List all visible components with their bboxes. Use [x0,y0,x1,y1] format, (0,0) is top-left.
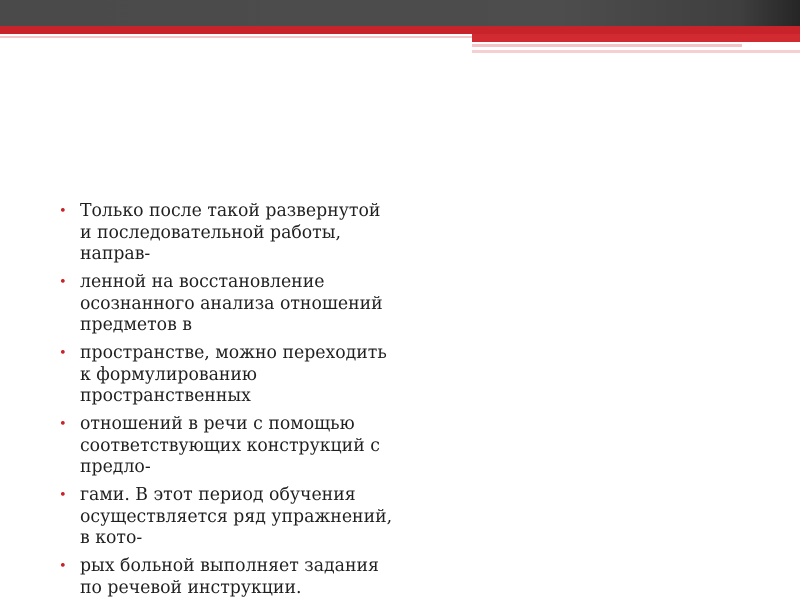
bullet-icon: • [59,204,67,219]
decorative-red-block [472,34,800,42]
bullet-icon: • [59,417,67,432]
bullet-text: рых больной выполняет задания по речевой инструкции. [80,556,379,598]
bullet-list [56,201,396,599]
list-item [56,343,396,408]
bullet-text: ленной на восстановление осознанного анализа отношений предметов в [80,272,383,335]
list-item [56,272,396,337]
bullet-text: Только после такой развернутой и последовательной работы, направ- [80,201,381,264]
bullet-text: пространстве, можно переходить к формулированию пространственных [80,343,387,406]
bullet-text: гами. В этот период обучения осуществляется ряд упражнений, в кото- [80,485,393,548]
bullet-icon: • [59,275,67,290]
bullet-icon: • [59,346,67,361]
slide-body [56,201,396,606]
decorative-pink-line-right [472,44,742,47]
bullet-text: отношений в речи с помощью соответствующих конструкций с предло- [80,414,380,477]
decorative-pink-line [0,36,472,38]
list-item [56,556,396,599]
bullet-icon: • [59,488,67,503]
decorative-pink-line-right-lower [472,50,800,53]
bullet-icon: • [59,559,67,574]
header-red-stripe [0,26,800,34]
list-item [56,414,396,479]
header-bar [0,0,800,26]
list-item [56,201,396,266]
list-item [56,485,396,550]
